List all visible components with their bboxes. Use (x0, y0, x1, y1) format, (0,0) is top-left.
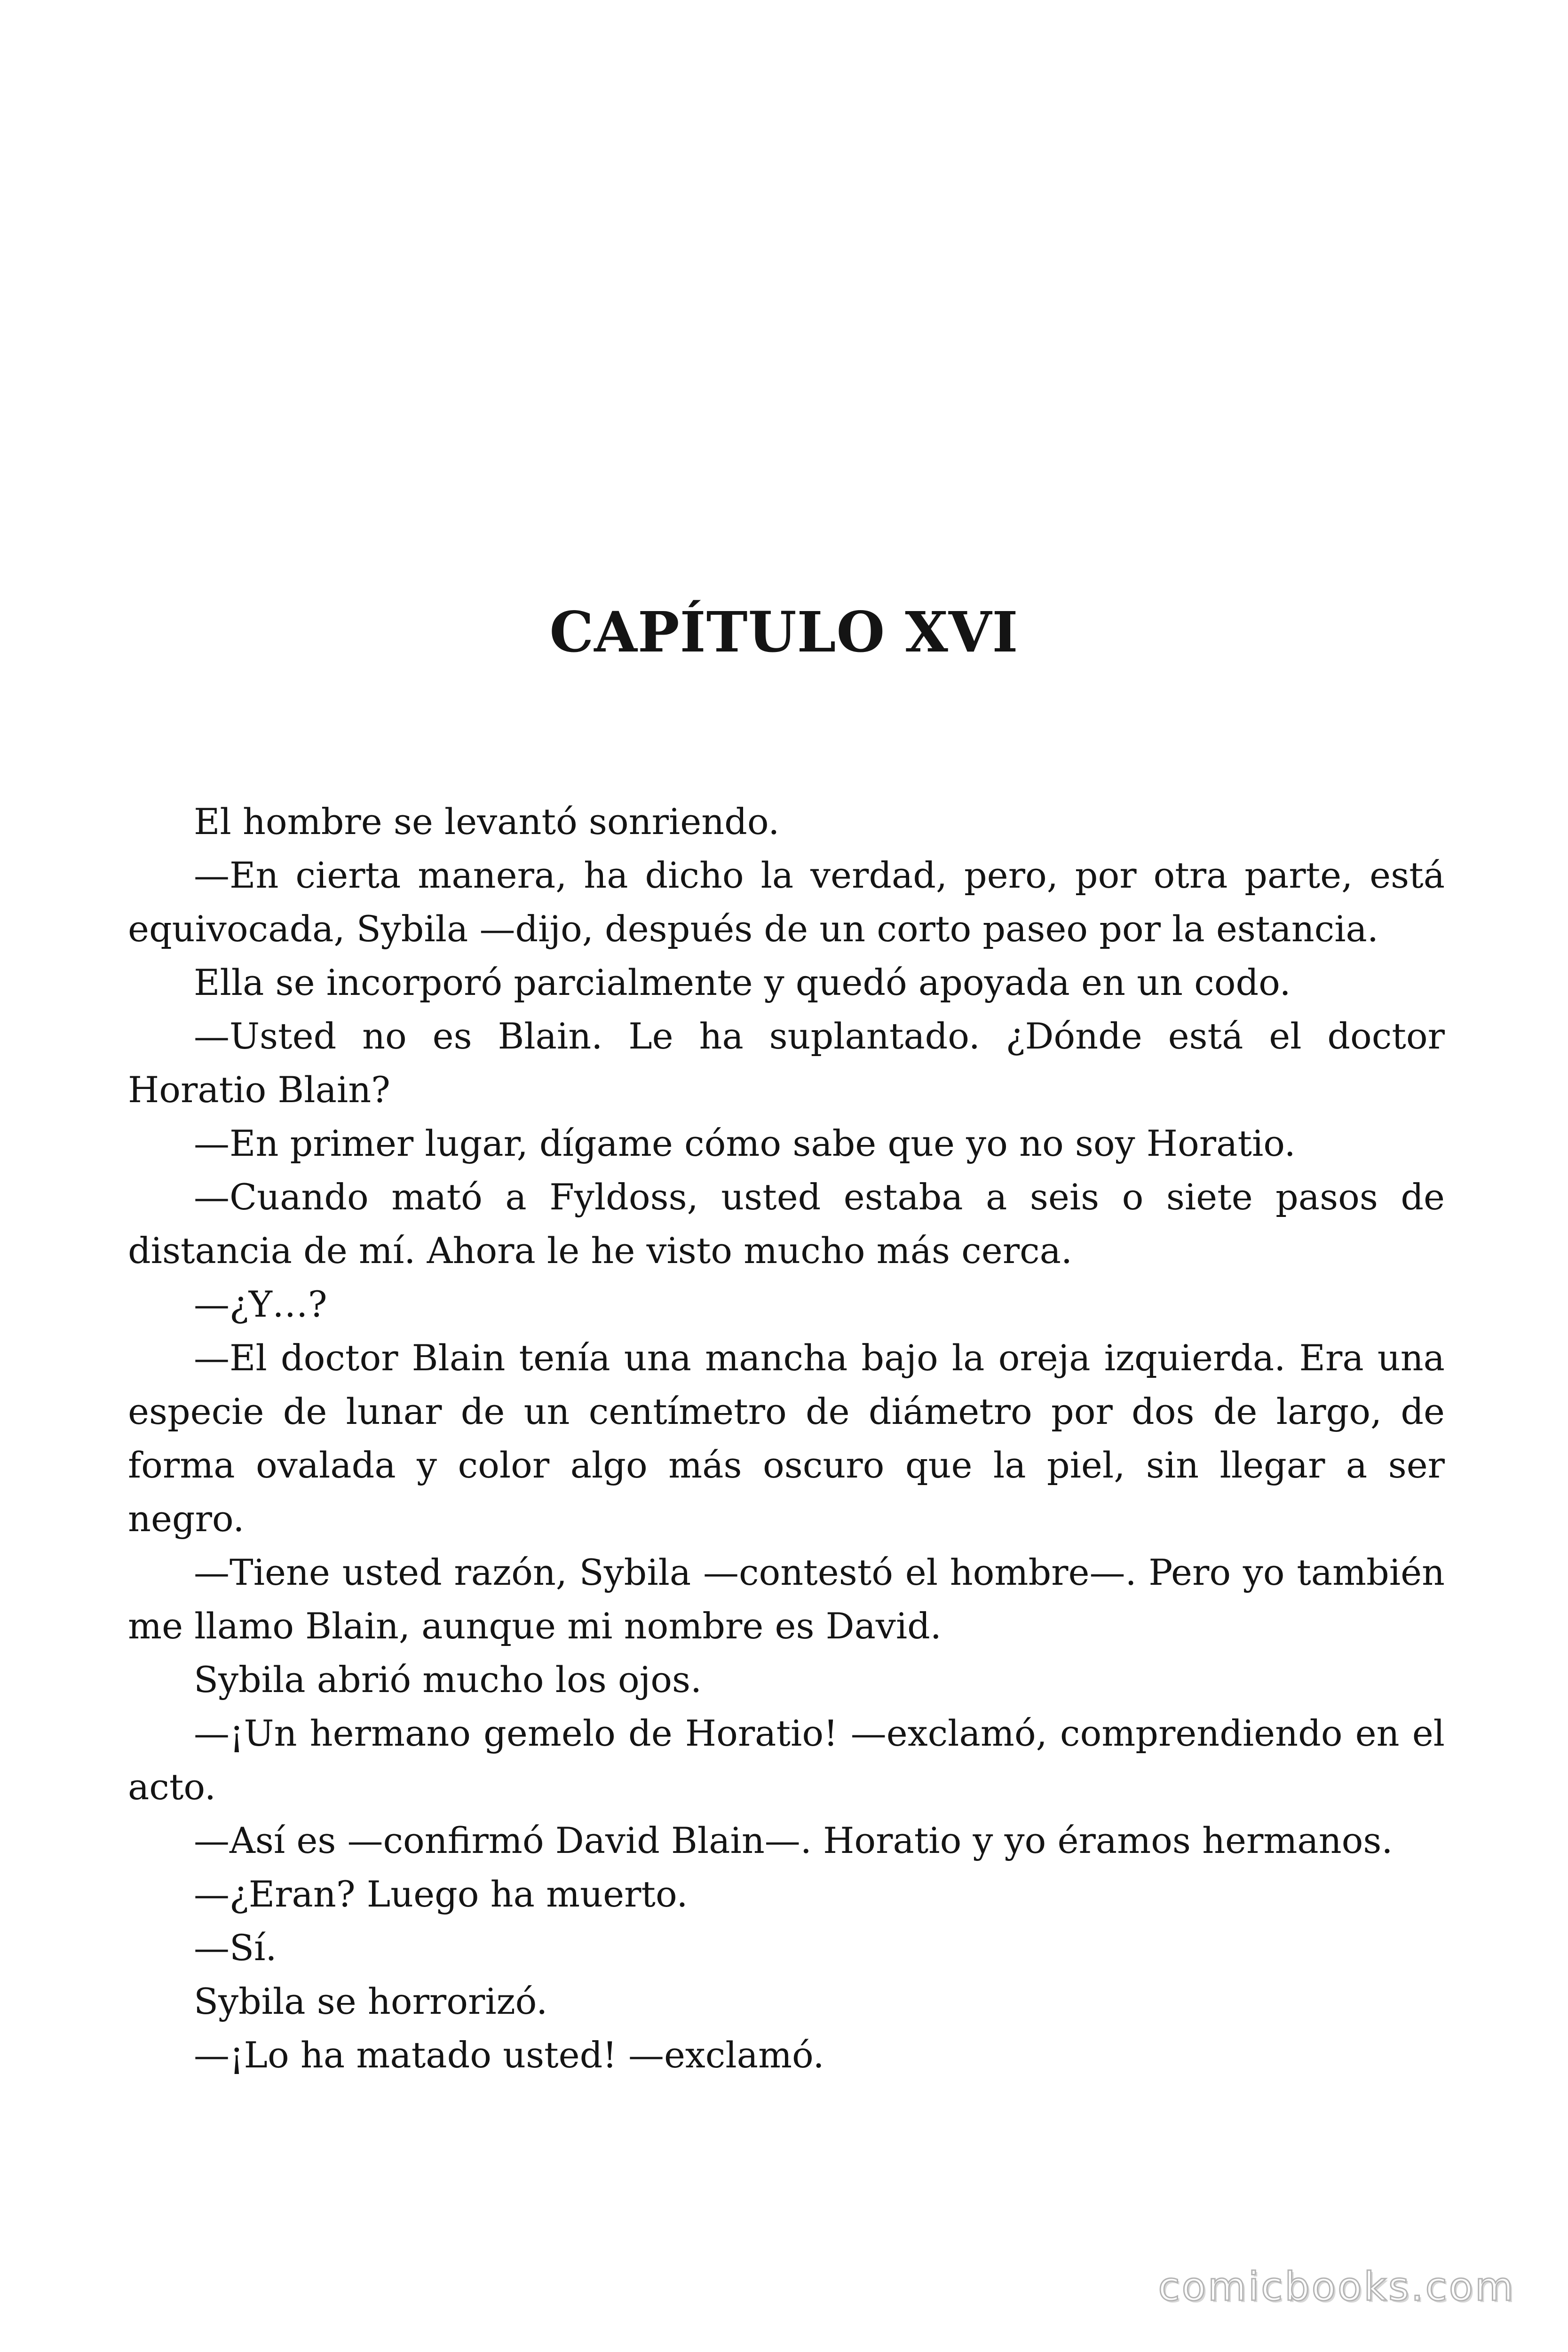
paragraph: —¿Eran? Luego ha muerto. (194, 1873, 688, 1915)
paragraph: —¡Un hermano gemelo de Horatio! —exclamó, comprendiendo en el acto. (128, 1712, 1445, 1808)
paragraph: Sybila abrió mucho los ojos. (194, 1659, 702, 1700)
paragraph: —Usted no es Blain. Le ha suplantado. ¿Dónde está el doctor Horatio Blain? (128, 1015, 1445, 1111)
body-text (128, 795, 1445, 2082)
paragraph: —¿Y…? (194, 1283, 327, 1325)
paragraph: —El doctor Blain tenía una mancha bajo la oreja izquierda. Era una especie de lunar de un centímetro de diámetro por dos de largo, de forma ovalada y color algo más oscuro que la piel, sin llegar a ser negro. (128, 1337, 1445, 1540)
paragraph: —¡Lo ha matado usted! —exclamó. (194, 2034, 824, 2076)
paragraph: —Así es —confirmó David Blain—. Horatio y yo éramos hermanos. (194, 1820, 1393, 1861)
paragraph: Sybila se horrorizó. (194, 1980, 548, 2022)
paragraph: —Sí. (194, 1927, 277, 1969)
paragraph: —Tiene usted razón, Sybila —contestó el hombre—. Pero yo también me llamo Blain, aunque mi nombre es David. (128, 1551, 1445, 1647)
paragraph: —En primer lugar, dígame cómo sabe que yo no soy Horatio. (194, 1122, 1296, 1164)
paragraph: —En cierta manera, ha dicho la verdad, pero, por otra parte, está equivocada, Sybila —dijo, después de un corto paseo por la estancia. (128, 854, 1445, 950)
paragraph: —Cuando mató a Fyldoss, usted estaba a seis o siete pasos de distancia de mí. Ahora le he visto mucho más cerca. (128, 1176, 1445, 1271)
paragraph: El hombre se levantó sonriendo. (194, 801, 780, 842)
chapter-title: CAPÍTULO XVI (549, 599, 1019, 665)
paragraph: Ella se incorporó parcialmente y quedó apoyada en un codo. (194, 961, 1291, 1003)
watermark: comicbooks.com (1158, 2264, 1515, 2310)
